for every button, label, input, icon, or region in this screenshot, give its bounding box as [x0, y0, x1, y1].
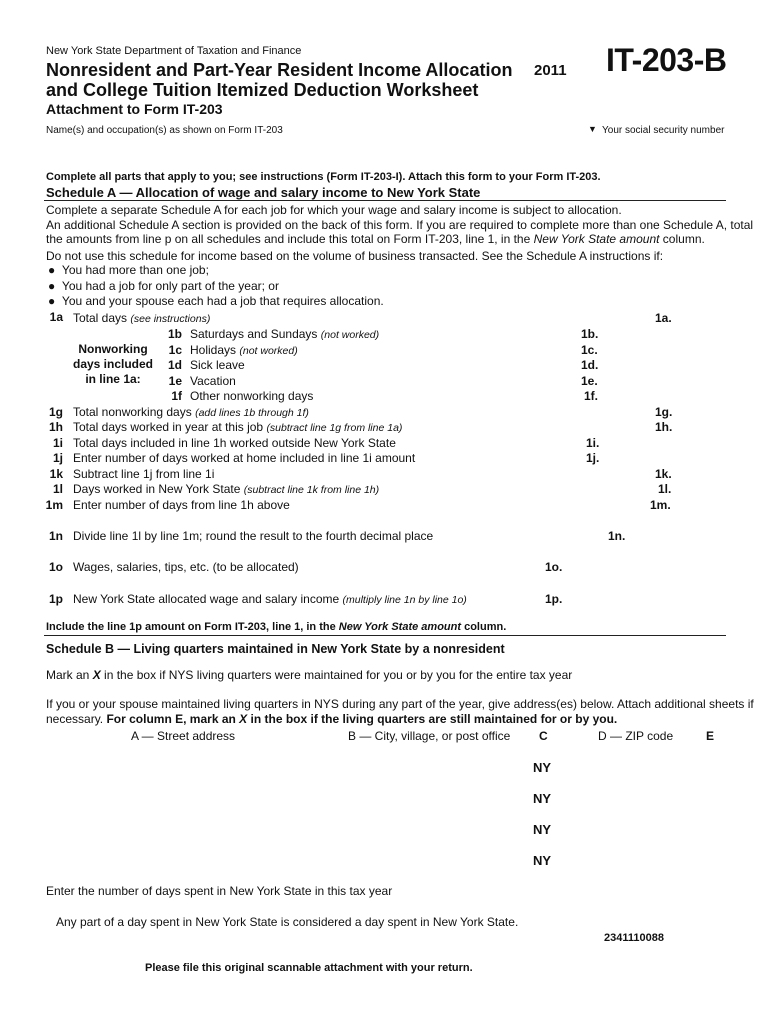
schedule-a-heading: Schedule A — Allocation of wage and salary income to New York State	[46, 185, 481, 200]
form-number: IT-203-B	[606, 42, 727, 78]
line-1a-number: 1a	[49, 310, 63, 324]
line-1f-box[interactable]: 1f.	[584, 389, 599, 403]
day-definition-note: Any part of a day spent in New York State is considered a day spent in New York State.	[56, 915, 519, 929]
attachment-label: Attachment to Form IT-203	[46, 101, 223, 117]
bullet-icon: ●	[48, 294, 56, 308]
schedule-b-mark-instruction: Mark an X in the box if NYS living quarters were maintained for you or by you for the entire tax year	[46, 668, 573, 682]
line-1p-number: 1p	[48, 592, 63, 606]
line-1l-label: Days worked in New York State (subtract line 1k from line 1h)	[73, 482, 380, 496]
schedule-b-para1: If you or your spouse maintained living quarters in NYS during any part of the year, give address(es) below. Attach additional sheets if	[46, 697, 754, 711]
bullet-3: ● You and your spouse each had a job that requires allocation.	[48, 294, 384, 308]
schedule-a-para1: Complete a separate Schedule A for each job for which your wage and salary income is subject to allocation.	[46, 203, 622, 217]
schedule-b-divider	[44, 635, 726, 636]
line-1h-box[interactable]: 1h.	[655, 420, 673, 434]
line-1e-label: Vacation	[190, 374, 236, 388]
line-1a-label: Total days (see instructions)	[73, 311, 211, 325]
line-1j-label: Enter number of days worked at home included in line 1i amount	[73, 451, 416, 465]
line-1e-box[interactable]: 1e.	[581, 374, 598, 388]
line-1i-number: 1i	[52, 436, 63, 450]
days-in-ny-label: Enter the number of days spent in New York State in this tax year	[46, 884, 393, 898]
nonworking-label-2: days included	[72, 357, 154, 371]
line-1o-box[interactable]: 1o.	[545, 560, 563, 574]
file-original-note: Please file this original scannable attachment with your return.	[145, 962, 473, 974]
line-1b-number: 1b	[167, 327, 182, 341]
state-ny-row-2: NY	[533, 791, 552, 806]
form-title-line2: and College Tuition Itemized Deduction Worksheet	[46, 80, 479, 100]
ssn-field[interactable]	[588, 138, 726, 164]
line-1c-number: 1c	[168, 343, 182, 357]
form-title-line1: Nonresident and Part-Year Resident Income Allocation	[46, 60, 513, 80]
column-a-header: A — Street address	[131, 729, 236, 743]
line-1n-box[interactable]: 1n.	[608, 529, 626, 543]
line-1m-number: 1m	[45, 498, 63, 512]
include-line-1p-note: Include the line 1p amount on Form IT-203, line 1, in the New York State amount column.	[46, 621, 507, 633]
line-1g-number: 1g	[48, 405, 63, 419]
line-1o-number: 1o	[48, 560, 63, 574]
line-1g-label: Total nonworking days (add lines 1b through 1f)	[73, 405, 309, 419]
state-ny-row-1: NY	[533, 760, 552, 775]
down-arrow-icon: ▼	[588, 124, 597, 134]
column-c-header: C	[539, 729, 548, 743]
line-1o-label: Wages, salaries, tips, etc. (to be allocated)	[73, 560, 299, 574]
bullet-icon: ●	[48, 279, 56, 293]
line-1m-box[interactable]: 1m.	[650, 498, 671, 512]
line-1h-label: Total days worked in year at this job (subtract line 1g from line 1a)	[73, 420, 403, 434]
line-1j-box[interactable]: 1j.	[586, 451, 600, 465]
line-1a-box[interactable]: 1a.	[655, 311, 672, 325]
state-ny-row-4: NY	[533, 853, 552, 868]
schedule-a-para3: the amounts from line p on all schedules and include this total on Form IT-203, line 1, in the New York State amount column.	[46, 232, 705, 246]
line-1k-box[interactable]: 1k.	[655, 467, 672, 481]
line-1h-number: 1h	[48, 420, 63, 434]
line-1f-label: Other nonworking days	[190, 389, 314, 403]
schedule-b-para2: necessary. For column E, mark an X in the box if the living quarters are still maintained for or by you.	[46, 712, 618, 726]
line-1k-number: 1k	[49, 467, 63, 481]
nonworking-label-3: in line 1a:	[85, 372, 141, 386]
line-1b-label: Saturdays and Sundays (not worked)	[190, 327, 380, 341]
line-1m-label: Enter number of days from line 1h above	[73, 498, 290, 512]
line-1d-number: 1d	[167, 358, 182, 372]
line-1n-number: 1n	[48, 529, 63, 543]
scan-barcode-number: 2341110088	[604, 932, 664, 944]
bullet-1: ● You had more than one job;	[48, 263, 209, 277]
line-1i-box[interactable]: 1i.	[586, 436, 600, 450]
intro-instructions: Complete all parts that apply to you; see instructions (Form IT-203-I). Attach this form to your Form IT-203.	[46, 171, 601, 183]
agency-name: New York State Department of Taxation and Finance	[46, 45, 302, 57]
column-b-header: B — City, village, or post office	[348, 729, 511, 743]
line-1l-number: 1l	[52, 482, 63, 496]
schedule-a-para2: An additional Schedule A section is provided on the back of this form. If you are required to complete more than one Schedule A, total	[46, 218, 754, 232]
names-occupations-label: Name(s) and occupation(s) as shown on Form IT-203	[46, 125, 283, 136]
tax-year: 2011	[534, 62, 567, 79]
line-1p-box[interactable]: 1p.	[545, 592, 563, 606]
line-1i-label: Total days included in line 1h worked outside New York State	[73, 436, 396, 450]
schedule-a-divider	[44, 200, 726, 201]
bullet-2: ● You had a job for only part of the year; or	[48, 279, 279, 293]
schedule-b-heading: Schedule B — Living quarters maintained in New York State by a nonresident	[46, 642, 505, 656]
line-1f-number: 1f	[171, 389, 182, 403]
line-1k-label: Subtract line 1j from line 1i	[73, 467, 215, 481]
line-1e-number: 1e	[168, 374, 182, 388]
line-1d-box[interactable]: 1d.	[581, 358, 599, 372]
line-1j-number: 1j	[52, 451, 63, 465]
nonworking-label-1: Nonworking	[78, 342, 148, 356]
schedule-a-para4: Do not use this schedule for income based on the volume of business transacted. See the Schedule A instructions if:	[46, 249, 664, 263]
line-1c-box[interactable]: 1c.	[581, 343, 598, 357]
line-1l-box[interactable]: 1l.	[658, 482, 672, 496]
line-1n-label: Divide line 1l by line 1m; round the result to the fourth decimal place	[73, 529, 434, 543]
line-1c-label: Holidays (not worked)	[190, 343, 298, 357]
bullet-icon: ●	[48, 263, 56, 277]
ssn-label: Your social security number	[602, 125, 725, 136]
entire-year-checkbox[interactable]	[690, 666, 706, 682]
line-1b-box[interactable]: 1b.	[581, 327, 599, 341]
names-occupations-field[interactable]	[44, 138, 574, 164]
state-ny-row-3: NY	[533, 822, 552, 837]
column-e-header: E	[706, 729, 715, 743]
days-in-ny-field[interactable]	[560, 880, 720, 900]
line-1d-label: Sick leave	[190, 358, 245, 372]
column-d-header: D — ZIP code	[598, 729, 674, 743]
line-1g-box[interactable]: 1g.	[655, 405, 673, 419]
line-1p-label: New York State allocated wage and salary income (multiply line 1n by line 1o)	[73, 592, 467, 606]
